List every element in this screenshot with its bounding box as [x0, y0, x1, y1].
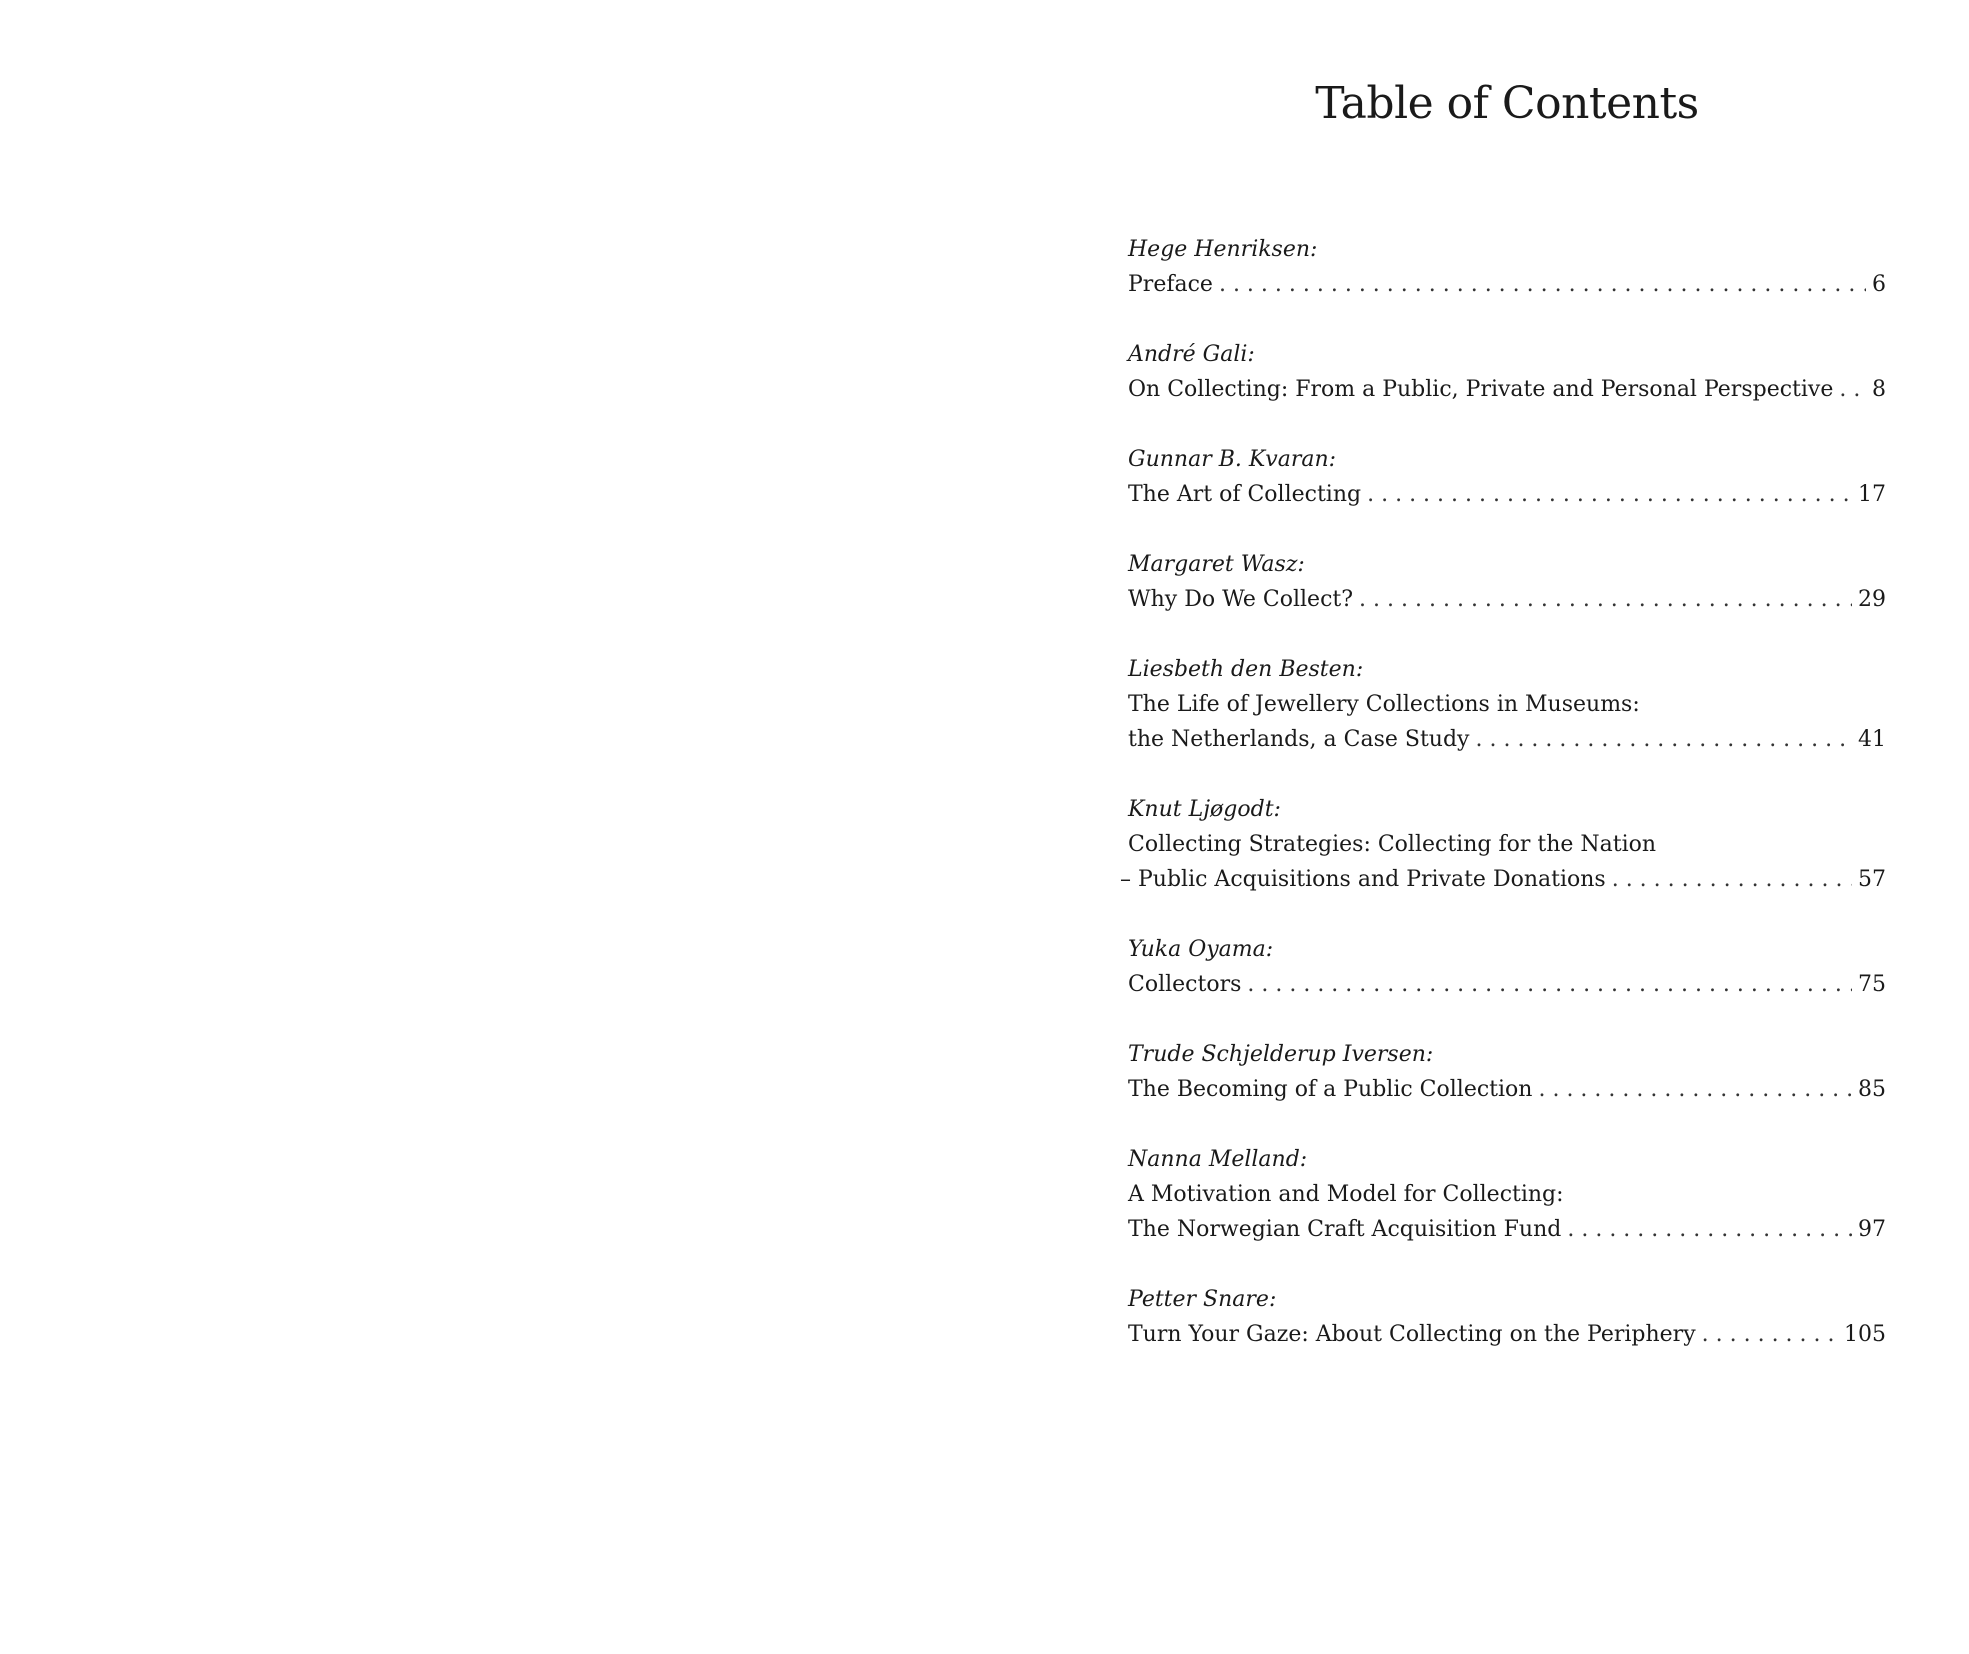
toc-author: Hege Henriksen:: [1128, 237, 1318, 262]
toc-title: Collecting Strategies: Collecting for the Nation: [1128, 832, 1657, 857]
dot-leader: [1538, 1072, 1852, 1107]
dot-leader: [1247, 967, 1852, 1002]
toc-title: Why Do We Collect?: [1128, 587, 1354, 612]
toc-author: André Gali:: [1128, 342, 1255, 367]
toc-page-number: 75: [1858, 972, 1886, 997]
dot-leader: [1475, 722, 1852, 757]
toc-author: Gunnar B. Kvaran:: [1128, 447, 1337, 472]
toc-list: [1120, 232, 1886, 1387]
toc-author: Liesbeth den Besten:: [1128, 657, 1364, 682]
toc-entry[interactable]: [1128, 1142, 1886, 1247]
toc-page-number: 29: [1858, 587, 1886, 612]
dot-leader: [1702, 1317, 1838, 1352]
toc-entry[interactable]: [1120, 792, 1886, 897]
page-title: Table of Contents: [1315, 78, 1699, 129]
toc-page-number: 97: [1858, 1217, 1886, 1242]
toc-entry[interactable]: [1128, 932, 1886, 1002]
toc-author: Yuka Oyama:: [1128, 937, 1274, 962]
toc-page-number: 8: [1872, 377, 1886, 402]
toc-title: Collectors: [1128, 972, 1242, 997]
toc-title: Turn Your Gaze: About Collecting on the Periphery: [1128, 1322, 1696, 1347]
toc-page-number: 105: [1844, 1322, 1886, 1347]
toc-author: Petter Snare:: [1128, 1287, 1277, 1312]
toc-title-line: [1128, 267, 1886, 302]
toc-author: Trude Schjelderup Iversen:: [1128, 1042, 1434, 1067]
toc-entry[interactable]: [1128, 1037, 1886, 1107]
toc-title-line: [1128, 372, 1886, 407]
toc-title: – Public Acquisitions and Private Donations: [1120, 867, 1606, 892]
toc-page-number: 17: [1858, 482, 1886, 507]
toc-page-number: 57: [1858, 867, 1886, 892]
dot-leader: [1219, 267, 1866, 302]
toc-author: Knut Ljøgodt:: [1128, 797, 1281, 822]
toc-entry[interactable]: [1128, 337, 1886, 407]
toc-title: the Netherlands, a Case Study: [1128, 727, 1470, 752]
toc-page-number: 41: [1858, 727, 1886, 752]
blank-left-page: [0, 0, 984, 1654]
toc-title-line: [1128, 1212, 1886, 1247]
toc-title-line: [1128, 477, 1886, 512]
toc-entry[interactable]: [1128, 652, 1886, 757]
toc-page-number: 85: [1858, 1077, 1886, 1102]
toc-title: The Art of Collecting: [1128, 482, 1362, 507]
dot-leader: [1839, 372, 1866, 407]
dot-leader: [1612, 862, 1852, 897]
toc-entry[interactable]: [1128, 1282, 1886, 1352]
toc-entry[interactable]: [1128, 232, 1886, 302]
toc-title: On Collecting: From a Public, Private and Personal Perspective: [1128, 377, 1834, 402]
toc-title: The Norwegian Craft Acquisition Fund: [1128, 1217, 1562, 1242]
toc-title-line: [1128, 582, 1886, 617]
toc-title-line: [1128, 722, 1886, 757]
toc-title-line: [1128, 967, 1886, 1002]
toc-entry[interactable]: [1128, 442, 1886, 512]
toc-page-number: 6: [1872, 272, 1886, 297]
toc-title-line: [1128, 1317, 1886, 1352]
toc-entry[interactable]: [1128, 547, 1886, 617]
dot-leader: [1359, 582, 1852, 617]
toc-author: Nanna Melland:: [1128, 1147, 1308, 1172]
toc-title: The Becoming of a Public Collection: [1128, 1077, 1533, 1102]
toc-author: Margaret Wasz:: [1128, 552, 1305, 577]
toc-title: A Motivation and Model for Collecting:: [1128, 1182, 1564, 1207]
dot-leader: [1567, 1212, 1852, 1247]
toc-title-line: [1120, 862, 1886, 897]
toc-title: The Life of Jewellery Collections in Museums:: [1128, 692, 1640, 717]
toc-title: Preface: [1128, 272, 1213, 297]
dot-leader: [1367, 477, 1852, 512]
toc-title-line: [1128, 1072, 1886, 1107]
